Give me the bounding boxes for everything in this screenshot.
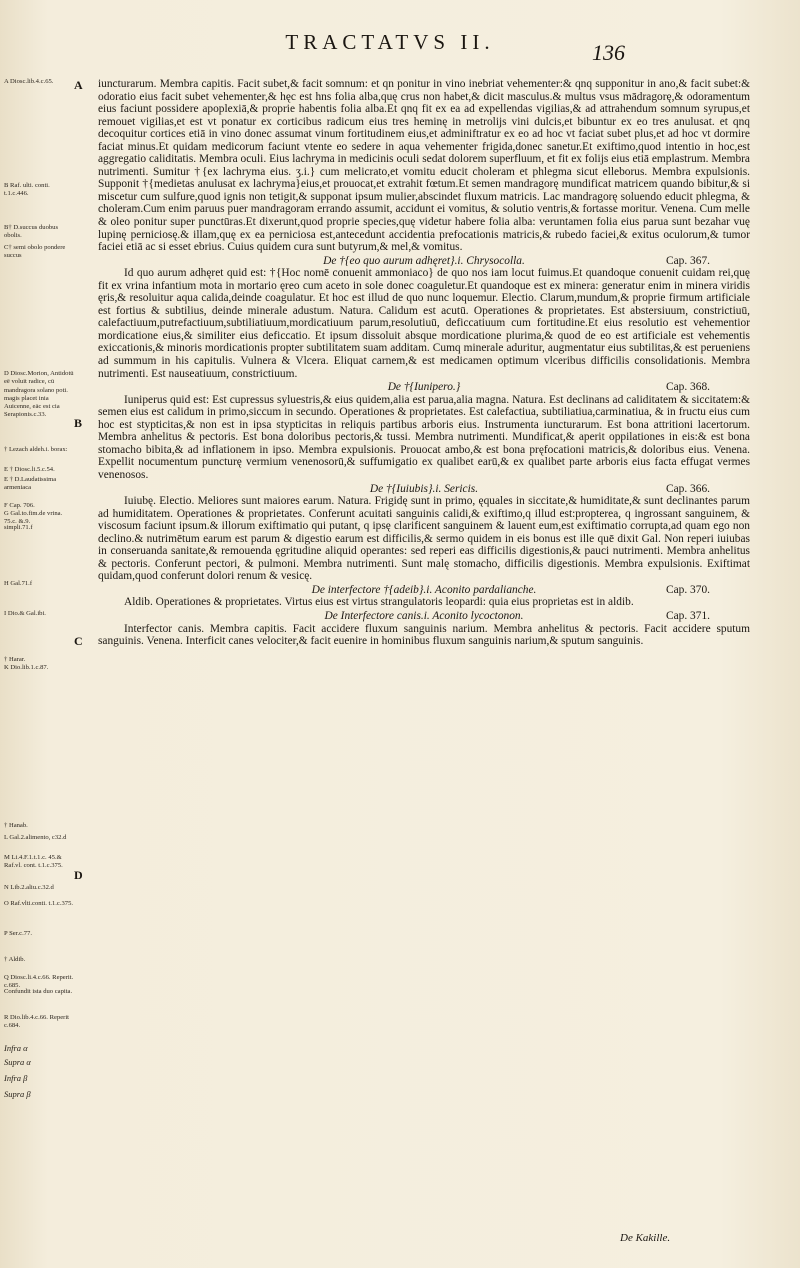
chapter-number: Cap. 367.: [666, 254, 710, 267]
margin-note: † Harar.: [4, 656, 26, 663]
margin-note: Infra β: [4, 1073, 28, 1083]
margin-letters-column: [74, 78, 96, 1238]
entry-paragraph: Iuiubę. Electio. Meliores sunt maiores earum. Natura. Frigidę sunt in primo, ęquales in siccitate,& humiditate,& sunt declinantes parum ad humiditatem. Operationes & proprietates. Conferunt acuitati sanguinis calidi,& exiftimo,q illud est:propterea, q ingrossant sanguinem, & viscosum faciunt ipsum.& illorum exiftimatio qui putant, q ipsę clarificent sanguinem & lauent eum,est exiftimatio corrupta,ad quam ego non declino.& nutrimētum earum est parum & digestio earum est difficilis,& sermo quidem in eis bonus est ille quē dixit Gal. Non reperi iuiubas in conseruanda sanitate,& remouenda ęgritudine aliquid operantes: sed reperi eas difficilis digestionis,& pauci nutrimenti. Membra anhelitus & pectoris. Conferunt pectori, & pulmoni. Membra nutrimenti. Sunt malę stomacho, difficilis digestionis. Membra expulsionis. Exiftimat quidam,quod conferunt dolori renum & vesicę.: [98, 495, 750, 583]
running-head: TRACTATVS II.: [285, 30, 495, 54]
chapter-number: Cap. 368.: [666, 381, 710, 394]
chapter-heading: [98, 381, 750, 394]
margin-note: M Li.4.F.1.t.1.c. 45.& Raf.vl. cont. t.1.c.375.: [4, 854, 63, 870]
margin-note: simpli.71.f: [4, 524, 33, 531]
margin-note: R Dio.lib.4.c.66. Reperit c.684.: [4, 1014, 70, 1030]
margin-note: O Raf.vlti.conti. t.1.c.375.: [4, 900, 74, 907]
margin-note: C† semi obolo pondere succus: [4, 244, 66, 260]
chapter-title: De Interfectore canis.i. Aconito lycoctonon.: [324, 609, 524, 622]
entry-paragraph: Interfector canis. Membra capitis. Facit accidere fluxum sanguinis narium. Membra anhelitus & pectoris. Facit accidere sputum sanguinis. Venena. Interficit canes velociter,& facit euenire in hominibus fluxum sanguinis narium,& sputum sanguinis.: [98, 622, 750, 648]
body-paragraph: iuncturarum. Membra capitis. Facit subet,& facit somnum: et qn ponitur in vino inebriat vehementer:& qnq supponitur in ano,& facit subet:& odoratio eius facit subet vehementer,& hęc est hns folia alba,quę crus non habet,& dicit masculus.& multus vsus mādragorę,& odoramentum eius faciunt possidere apoplexiā,& proprie habentis folia alba.Et qnq fit ex ea ad expellendas vigilias,& ad attrahendum somnum syrupus,et remouet vigilias,et est vt ponatur ex corticibus radicum eius tres heminę in metrolijs vini dulcis,et bibuntur ex eo tres anulusat. et qnq decoquitur cortices etiā in vino donec assumat vinum fortitudinem eius,et adminiftratur ex eo ad hoc vt faciat subet plus,et ad hoc vt dormire faciat minus.Et quidam medicorum faciunt vtente eo sedere in aqua vehementer frigida,donec sanetur.Et exiftimo,quod intentio in hoc,est aggregatio caliditatis. Membra oculi. Eius lachryma in medicinis oculi sedat dolorem superfluum, et fit ex folijs eius etiā emplastrum. Membra nutrimenti. Sumitur †{ex lachryma eius. ʒ.i.} cum melicrato,et vomitu educit choleram et phlegma sicut elleborus. Membra expulsionis. Supponit †{medietas anulusat ex lachryma}eius,et prouocat,et extrahit fœtum.Et semen mandragorę mundificat matricem quando bibitur,& si miscetur cum sulfure,quod ignis non tetigit,& supponat ipsum mulier,abscindet fluxum matricis. Lac mandragorę soluendo educit phlegma, & choleram.Cum enim paruus puer mandragoram errando assumit, accidunt ei vomitus, & solutio ventris,& fortasse moritur. Venena. Cum melle & oleo ponitur super punctūras.Et dixerunt,quod proprie species,quę videtur habere folia alba: veruntamen folia eius parua sunt bezahar vuę lupinę perniciosę.& illam,quę ex ea perniciosa est,antecedunt accidentia prefocationis matricis,& rubedo faciei,& exitus oculorum,& tumor faciei etiā ac si esset ebrius. Cuius quidem cura sunt butyrum,& mel,& vomitus.: [98, 78, 750, 254]
margin-note: Supra β: [4, 1089, 31, 1099]
margin-note: † Aldib.: [4, 956, 26, 963]
chapter-heading: [98, 610, 750, 623]
chapter-title: De †{eo quo aurum adhęret}.i. Chrysocolla.: [323, 254, 525, 267]
entry-paragraph: Aldib. Operationes & proprietates. Virtus eius est virtus strangulatoris leopardi: quia eius proprietas est in aldib.: [124, 596, 634, 609]
chapter-title: De †{Iunipero.}: [387, 381, 461, 394]
margin-note: Infra α: [4, 1043, 28, 1053]
main-text-block: [98, 78, 750, 648]
margin-note: D Diosc.Morion, Antidotū eē voluit radice, cū mandragora solano poti. magis placet inia Auicenne, eāc est cia Serapionis.c.33.: [4, 370, 74, 419]
section-letter: C: [74, 634, 83, 648]
chapter-heading: [98, 584, 750, 597]
chapter-title: De †{Iuiubis}.i. Sericis.: [369, 482, 479, 495]
margin-notes-column: [0, 78, 74, 1238]
margin-note: Confundit ista duo capita.: [4, 988, 73, 995]
section-letter: A: [74, 78, 83, 92]
margin-note: G Gal.to.fim.de vrina. 75.c. &.9.: [4, 510, 63, 526]
margin-note: E † D.Laudatissima armeniaca: [4, 476, 57, 492]
margin-note: A Diosc.lib.4.c.65.: [4, 78, 54, 85]
margin-note: P Ser.c.77.: [4, 930, 32, 937]
margin-note: † Hanab.: [4, 822, 28, 829]
catchword: De Kakille.: [620, 1232, 671, 1244]
margin-note: B Raf. ulti. conti. t.1.c.446.: [4, 182, 50, 198]
margin-note: Q Diosc.li.4.c.66. Reperit. c.685.: [4, 974, 74, 990]
entry-paragraph: Iuniperus quid est: Est cupressus syluestris,& eius quidem,alia est parua,alia magna. Natura. Est declinans ad caliditatem & siccitatem:& semen eius est calidum in primo,siccum in secundo. Operationes & proprietates. Est calefactiua, subtiliatiua,carminatiua, & in fructu eius cum hoc est stypticitas,& non est in ipsa stypticitas in reliquis partibus arboris eius. Instrumenta iuncturarum. Est bona attritioni lacertorum. Membra anhelitus & pectoris. Est bona doloribus pectoris,& tussi. Membra nutrimenti. Mundificat,& aperit oppilationes in eis:& est bona stomacho bibita,& ad inflationem in ipso. Membra expulsionis. Prouocat ambo,& est bona pręfocationi matricis,& doloribus eius. Venena. Expellit nocumentum puncturę vermium venenosorū,& suffumigatio ex qualibet earū,& ex qualibet parte arboris eius facta effugat vermes venenosos.: [98, 393, 750, 481]
margin-note: K Dio.lib.1.c.87.: [4, 664, 49, 671]
chapter-heading: [98, 255, 750, 268]
margin-note: B† D.succus duobus obolis.: [4, 224, 59, 240]
chapter-number: Cap. 370.: [666, 583, 710, 596]
margin-note: † Lezach aldeh.i. borax:: [4, 446, 68, 453]
margin-note: H Gal.71.f: [4, 580, 33, 587]
section-letter: B: [74, 416, 83, 430]
margin-note: N Lib.2.aliu.c.32.d: [4, 884, 54, 891]
folio-number: 136: [592, 40, 625, 65]
section-letter: D: [74, 868, 83, 882]
chapter-title: De interfectore †{adeib}.i. Aconito pardalianche.: [311, 583, 537, 596]
margin-note: Supra α: [4, 1057, 31, 1067]
margin-note: F Cap. 706.: [4, 502, 35, 509]
margin-note: E † Diosc.li.5.c.54.: [4, 466, 55, 473]
margin-note: L Gal.2.alimento, c32.d: [4, 834, 67, 841]
chapter-number: Cap. 366.: [666, 482, 710, 495]
chapter-heading: [98, 483, 750, 496]
margin-note: I Dio.& Gal.ibi.: [4, 610, 46, 617]
entry-paragraph: Id quo aurum adhęret quid est: †{Hoc nomē conuenit ammoniaco} de quo nos iam locut fuimus.Et quandoque conuenit cuidam rei,quę fit ex vrina infantium mota in mortario ęreo cum aceto in sole donec coaguletur.Et quandoque est ex minera: generatur enim in minera viridis ęris,& resoluitur aqua calida,deinde coagulatur. Et hoc est illud de quo nunc loquemur. Electio. Clarum,mundum,& proprie firmum artificiale est fortius & subtilius, deinde minerale adustum. Natura. Calidum est acutū. Operationes & proprietates. Est abstersiuum, constrictiuū, calefactiuum,putrefactiuum,subtiliatiuum,mordicatiuum parum,resolutiuū, deficcatiuum cum fortitudine.Et eius resolutio est vehementior mordicatione eius,& similiter eius deficcatio. Et ipsum dissoluit absque mordicatione plurima,& quod de eo est artificiale est vehementis exiccationis,& minoris mordicationis propter subtilitatem suam additam. Cumq minerale aduritur, augmentatur eius subtilitas,& est perueniens ad summum in his capitulis. Vulnera & Vlcera. Eliquat carnem,& est medicamen optimum vlceribus difficilis consolidationis. Membra nutrimenti. Est nauseatiuum, constrictiuum.: [98, 267, 750, 380]
chapter-number: Cap. 371.: [666, 609, 710, 622]
